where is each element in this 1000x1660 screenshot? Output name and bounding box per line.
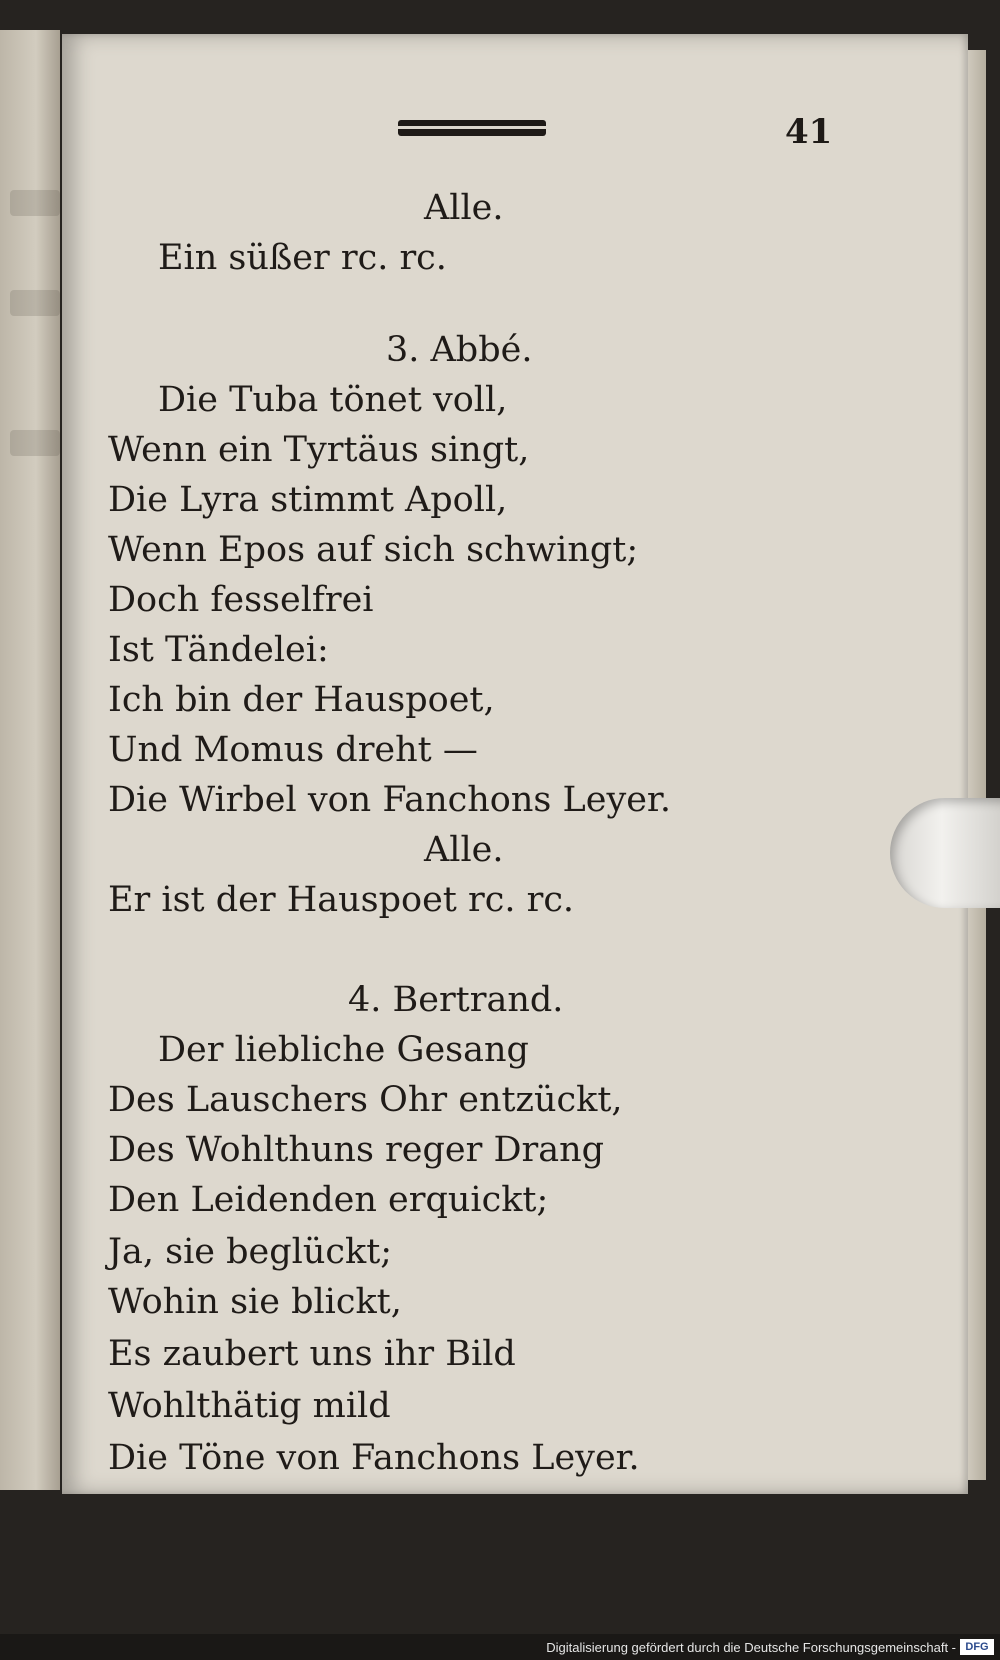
text-line: Doch fesselfrei [108,580,374,620]
text-line: Ein süßer rc. rc. [158,238,447,278]
text-line: Des Lauschers Ohr entzückt, [108,1080,623,1120]
text-line: Ja, sie beglückt; [108,1232,393,1272]
text-line: Wenn ein Tyrtäus singt, [108,430,530,470]
text-line: Ist Tändelei: [108,630,329,670]
text-line: Der liebliche Gesang [158,1030,529,1070]
verse-heading: 3. Abbé. [386,330,533,370]
text-line: Wohin sie blickt, [108,1282,402,1322]
text-line: Und Momus dreht — [108,730,478,770]
text-line: Den Leidenden erquickt; [108,1180,549,1220]
text-line: Die Töne von Fanchons Leyer. [108,1438,640,1478]
text-line: Ich bin der Hauspoet, [108,680,495,720]
text-line: Er ist der Hauspoet rc. rc. [108,880,575,920]
dfg-logo: DFG [960,1639,994,1655]
text-line: Wenn Epos auf sich schwingt; [108,530,639,570]
left-facing-page [0,30,60,1490]
text-line: Die Lyra stimmt Apoll, [108,480,508,520]
digitization-credit: Digitalisierung gefördert durch die Deutsche Forschungsgemeinschaft - [546,1640,956,1655]
bleed-mark [10,430,60,456]
verse-heading: 4. Bertrand. [348,980,564,1020]
bleed-mark [10,290,60,316]
text-line: Die Wirbel von Fanchons Leyer. [108,780,671,820]
scanner-clip [890,798,1000,908]
text-line: Des Wohlthuns reger Drang [108,1130,605,1170]
speaker-label: Alle. [424,830,504,870]
page-edge [968,50,986,1480]
speaker-label: Alle. [424,188,504,228]
bleed-mark [10,190,60,216]
text-line: Wohlthätig mild [108,1386,391,1426]
text-line: Die Tuba tönet voll, [158,380,508,420]
text-line: Es zaubert uns ihr Bild [108,1334,516,1374]
page-number: 41 [785,112,833,152]
footer-bar [0,1634,1000,1660]
header-rule-gap [398,126,546,129]
